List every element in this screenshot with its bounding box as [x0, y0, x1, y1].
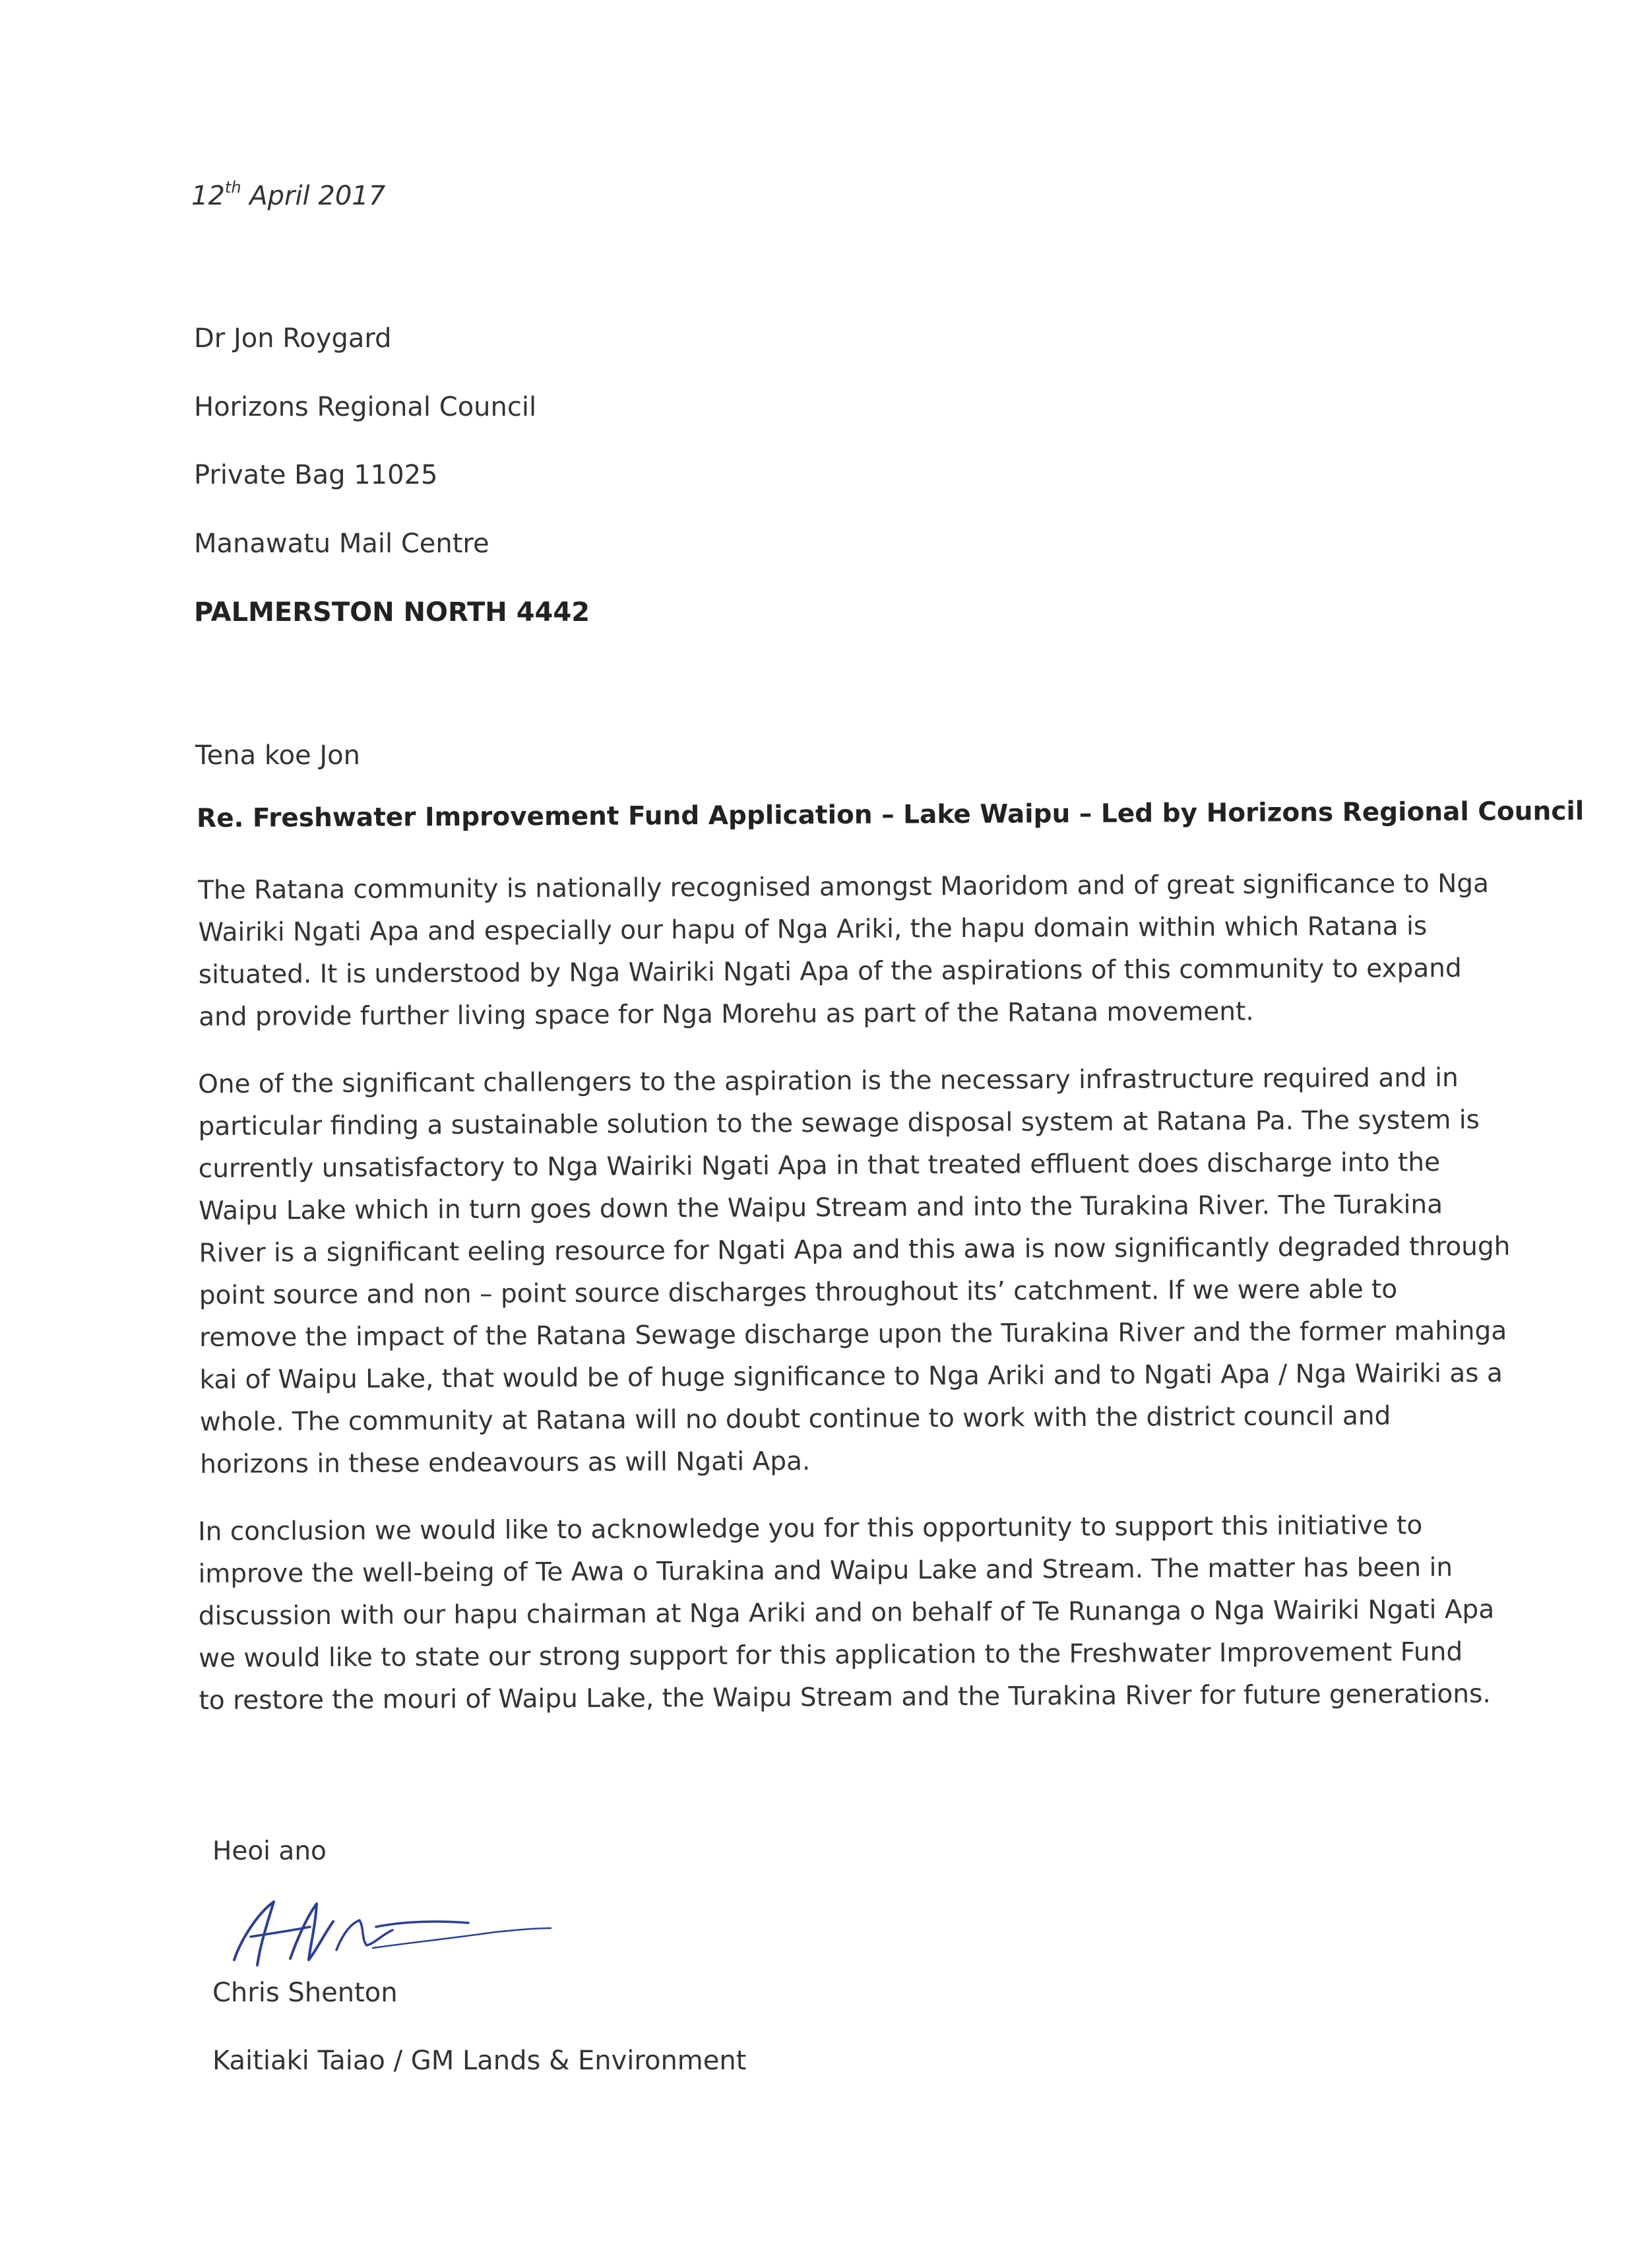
handwritten-signature	[211, 1887, 554, 1980]
paragraph-line: discussion with our hapu chairman at Nga Ariki and on behalf of Te Runanga o Nga Wairiki Ngati Apa	[198, 1594, 1495, 1631]
recipient-address-line: Private Bag 11025	[194, 460, 438, 490]
paragraph-line: we would like to state our strong support for this application to the Freshwater Improvement Fund	[199, 1636, 1463, 1673]
recipient-city-postcode: PALMERSTON NORTH 4442	[194, 597, 590, 628]
letter-date	[191, 178, 385, 211]
paragraph-line: The Ratana community is nationally recognised amongst Maoridom and of great significance to Nga	[198, 868, 1490, 905]
paragraph-line: horizons in these endeavours as will Ngati Apa.	[200, 1446, 811, 1479]
paragraph-line: remove the impact of the Ratana Sewage discharge upon the Turakina River and the former mahinga	[199, 1316, 1507, 1353]
body-paragraph-1	[198, 863, 1490, 1039]
recipient-name: Dr Jon Roygard	[194, 323, 392, 354]
paragraph-line: currently unsatisfactory to Nga Wairiki Ngati Apa in that treated effluent does discharge into the	[198, 1148, 1441, 1184]
paragraph-line: In conclusion we would like to acknowledge you for this opportunity to support this initiative to	[198, 1510, 1423, 1547]
paragraph-line: River is a significant eeling resource for Ngati Apa and this awa is now significantly degraded through	[199, 1231, 1511, 1268]
closing-phrase: Heoi ano	[212, 1836, 327, 1866]
paragraph-line: Waipu Lake which in turn goes down the Waipu Stream and into the Turakina River. The Turakina	[199, 1190, 1443, 1226]
date-suffix: th	[224, 178, 241, 197]
paragraph-line: One of the significant challengers to the aspiration is the necessary infrastructure required and in	[198, 1062, 1459, 1099]
recipient-address-line: Manawatu Mail Centre	[194, 529, 489, 559]
signer-name: Chris Shenton	[212, 1978, 398, 2008]
paragraph-line: situated. It is understood by Nga Wairiki Ngati Apa of the aspirations of this community to expand	[198, 953, 1462, 990]
subject-line: Re. Freshwater Improvement Fund Application – Lake Waipu – Led by Horizons Regional Council	[197, 796, 1585, 833]
salutation: Tena koe Jon	[195, 740, 360, 771]
paragraph-line: particular finding a sustainable solution to the sewage disposal system at Ratana Pa. The system is	[198, 1105, 1480, 1142]
paragraph-line: and provide further living space for Nga Morehu as part of the Ratana movement.	[199, 996, 1254, 1032]
paragraph-line: to restore the mouri of Waipu Lake, the Waipu Stream and the Turakina River for future generations.	[199, 1679, 1491, 1716]
signer-title: Kaitiaki Taiao / GM Lands & Environment	[212, 2046, 747, 2076]
date-day: 12	[191, 181, 225, 211]
body-paragraph-2	[198, 1057, 1511, 1486]
paragraph-line: kai of Waipu Lake, that would be of huge significance to Nga Ariki and to Ngati Apa / Nga Wairiki as a	[199, 1358, 1503, 1395]
paragraph-line: point source and non – point source discharges throughout its’ catchment. If we were able to	[199, 1274, 1398, 1311]
paragraph-line: whole. The community at Ratana will no doubt continue to work with the district council and	[199, 1401, 1391, 1437]
paragraph-line: Wairiki Ngati Apa and especially our hapu of Nga Ariki, the hapu domain within which Ratana is	[198, 911, 1428, 948]
paragraph-line: improve the well-being of Te Awa o Turakina and Waipu Lake and Stream. The matter has been in	[198, 1553, 1453, 1589]
body-paragraph-3	[198, 1505, 1495, 1722]
recipient-organisation: Horizons Regional Council	[194, 392, 537, 422]
date-month-year: April 2017	[241, 181, 386, 211]
